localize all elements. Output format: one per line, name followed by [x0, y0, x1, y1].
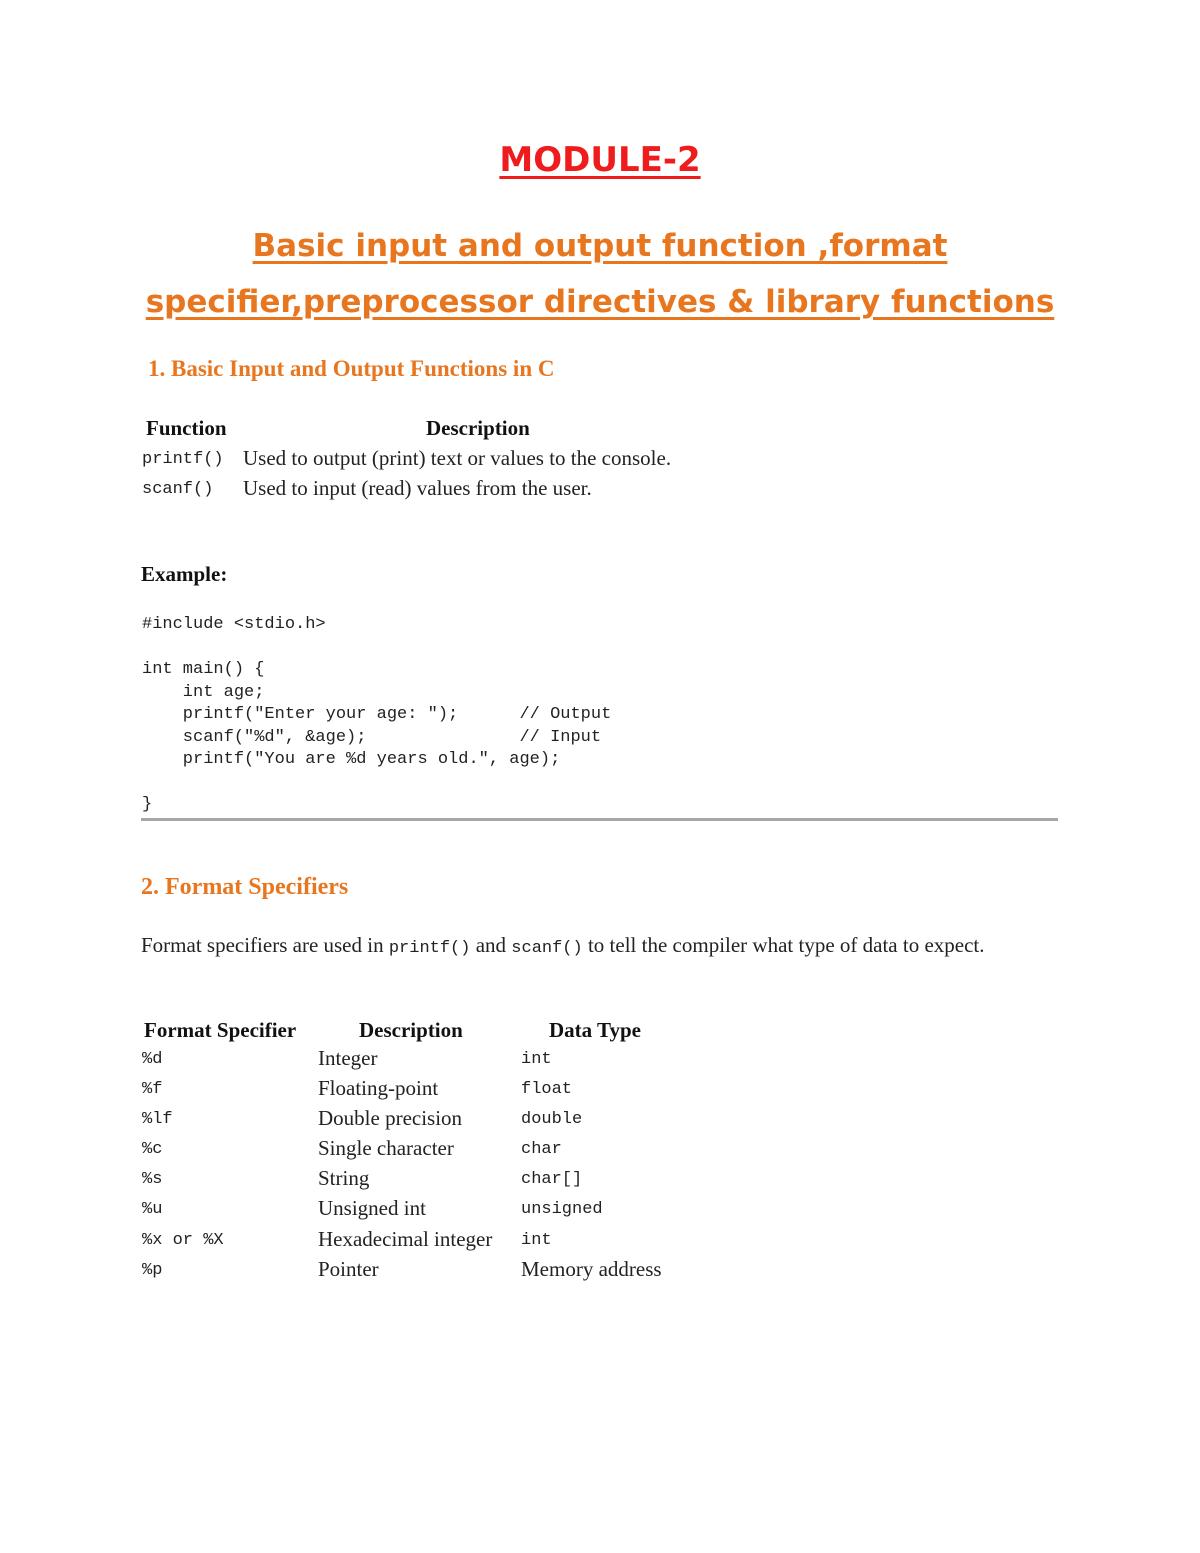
table1-header-function: Function	[146, 416, 227, 440]
subtitle-line-1: Basic input and output function ,format	[252, 228, 948, 264]
table2-type-u: unsigned	[521, 1200, 603, 1219]
table2-desc-f: Floating-point	[318, 1076, 439, 1100]
table1-description-printf: Used to output (print) text or values to the console.	[243, 446, 672, 470]
table2-header-data-type: Data Type	[549, 1018, 641, 1042]
horizontal-rule	[141, 818, 1058, 821]
table1-header-description: Description	[426, 416, 530, 440]
module-title: MODULE-2	[499, 140, 701, 180]
table2-desc-c: Single character	[318, 1136, 454, 1160]
table2-header-format-specifier: Format Specifier	[144, 1018, 297, 1042]
table2-type-p: Memory address	[521, 1257, 662, 1281]
section-2-heading: 2. Format Specifiers	[141, 874, 349, 900]
intro-text-1: Format specifiers are used in	[141, 933, 389, 957]
intro-text-3: to tell the compiler what type of data to expect.	[582, 933, 985, 957]
intro-text-2: and	[470, 933, 512, 957]
example-label: Example:	[141, 562, 228, 586]
format-specifier-intro	[141, 931, 1041, 963]
table2-type-f: float	[521, 1080, 573, 1099]
table2-spec-d: %d	[142, 1050, 163, 1069]
table2-desc-u: Unsigned int	[318, 1196, 426, 1220]
table2-desc-x: Hexadecimal integer	[318, 1227, 493, 1251]
document-subtitle	[100, 218, 1100, 330]
table2-desc-d: Integer	[318, 1046, 378, 1070]
table2-spec-u: %u	[142, 1200, 163, 1219]
table1-function-printf: printf()	[142, 450, 224, 469]
table2-type-c: char	[521, 1140, 562, 1159]
subtitle-line-2: specifier,preprocessor directives & library functions	[145, 284, 1055, 320]
table2-desc-s: String	[318, 1166, 370, 1190]
table2-spec-f: %f	[142, 1080, 163, 1099]
table2-type-x: int	[521, 1231, 552, 1250]
intro-code-scanf: scanf()	[511, 939, 583, 958]
table2-spec-s: %s	[142, 1170, 163, 1189]
section-1-heading: 1. Basic Input and Output Functions in C	[148, 356, 555, 381]
table2-spec-c: %c	[142, 1140, 163, 1159]
table2-spec-lf: %lf	[142, 1110, 173, 1129]
intro-code-printf: printf()	[388, 939, 471, 958]
table2-spec-x: %x or %X	[142, 1231, 224, 1250]
table1-function-scanf: scanf()	[142, 480, 214, 499]
table1-description-scanf: Used to input (read) values from the user.	[243, 476, 592, 500]
table2-header-description: Description	[359, 1018, 463, 1042]
table2-desc-lf: Double precision	[318, 1106, 463, 1130]
code-example: #include <stdio.h> int main() { int age; printf("Enter your age: "); // Output scanf("%d", &age); // Input printf("You are %d years old.", age); }	[142, 615, 612, 814]
table2-type-lf: double	[521, 1110, 583, 1129]
table2-spec-p: %p	[142, 1261, 163, 1280]
table2-type-d: int	[521, 1050, 552, 1069]
table2-type-s: char[]	[521, 1170, 583, 1189]
table2-desc-p: Pointer	[318, 1257, 379, 1281]
